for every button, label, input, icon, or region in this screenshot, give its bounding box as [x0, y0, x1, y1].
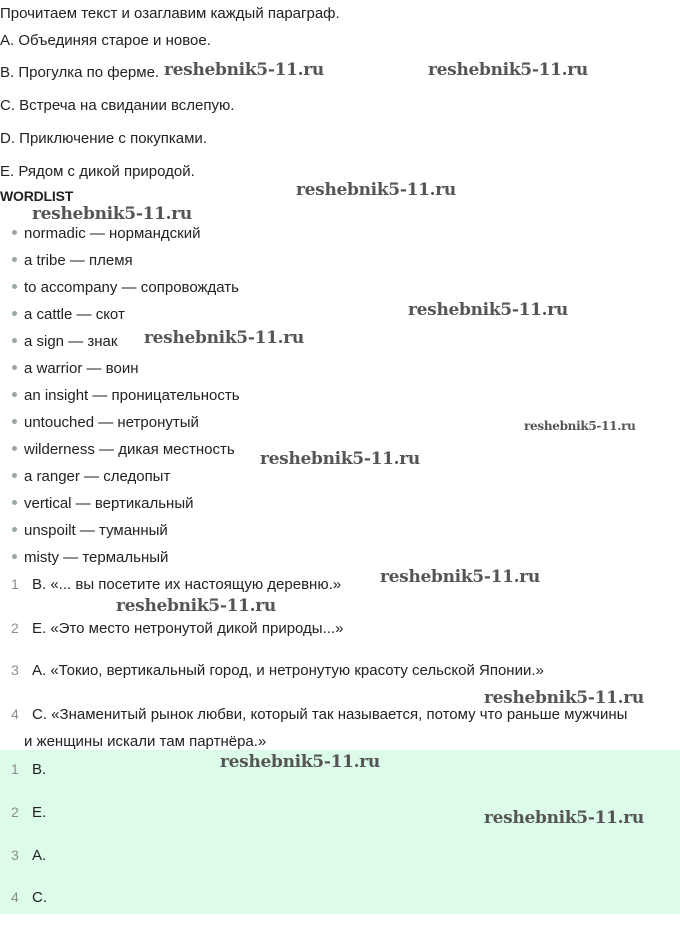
- answer-item-3: 3 A.: [11, 847, 47, 864]
- quote-item-3: 3 A. «Токио, вертикальный город, и нетронутую красоту сельской Японии.»: [11, 662, 544, 679]
- quote-item-4-continuation: и женщины искали там партнёра.»: [24, 733, 267, 750]
- answer-item-2: 2 E.: [11, 804, 47, 821]
- watermark: reshebnik5-11.ru: [260, 449, 420, 469]
- paragraph-title-d: D. Приключение с покупками.: [0, 130, 207, 147]
- wordlist-heading: WORDLIST: [0, 188, 74, 204]
- wordlist-item: normadic — нормандский: [0, 225, 201, 242]
- watermark: reshebnik5-11.ru: [32, 204, 192, 224]
- bullet-icon: [12, 446, 17, 451]
- wordlist-item: untouched — нетронутый: [0, 414, 199, 431]
- wordlist-item: vertical — вертикальный: [0, 495, 194, 512]
- bullet-icon: [12, 257, 17, 262]
- watermark: reshebnik5-11.ru: [296, 180, 456, 200]
- bullet-icon: [12, 419, 17, 424]
- wordlist-item: to accompany — сопровождать: [0, 279, 239, 296]
- quote-item-4: 4 C. «Знаменитый рынок любви, который так называется, потому что раньше мужчины: [11, 706, 628, 723]
- bullet-icon: [12, 338, 17, 343]
- bullet-icon: [12, 527, 17, 532]
- wordlist-item: an insight — проницательность: [0, 387, 240, 404]
- instruction-text: Прочитаем текст и озаглавим каждый параграф.: [0, 5, 340, 22]
- wordlist-item: a ranger — следопыт: [0, 468, 170, 485]
- paragraph-title-a: A. Объединяя старое и новое.: [0, 32, 211, 49]
- watermark: reshebnik5-11.ru: [484, 808, 644, 828]
- wordlist-item: misty — термальный: [0, 549, 168, 566]
- bullet-icon: [12, 473, 17, 478]
- watermark: reshebnik5-11.ru: [116, 596, 276, 616]
- quote-item-1: 1 B. «... вы посетите их настоящую деревню.»: [11, 576, 342, 593]
- watermark: reshebnik5-11.ru: [380, 567, 540, 587]
- bullet-icon: [12, 230, 17, 235]
- watermark: reshebnik5-11.ru: [484, 688, 644, 708]
- watermark: reshebnik5-11.ru: [164, 60, 324, 80]
- watermark: reshebnik5-11.ru: [144, 328, 304, 348]
- bullet-icon: [12, 311, 17, 316]
- quote-item-2: 2 E. «Это место нетронутой дикой природы...»: [11, 620, 344, 637]
- bullet-icon: [12, 500, 17, 505]
- paragraph-title-b: B. Прогулка по ферме.: [0, 64, 160, 81]
- bullet-icon: [12, 392, 17, 397]
- wordlist-item: wilderness — дикая местность: [0, 441, 235, 458]
- bullet-icon: [12, 365, 17, 370]
- watermark: reshebnik5-11.ru: [524, 419, 636, 433]
- bullet-icon: [12, 284, 17, 289]
- wordlist-item: a cattle — скот: [0, 306, 125, 323]
- paragraph-title-e: E. Рядом с дикой природой.: [0, 163, 195, 180]
- wordlist-item: a warrior — воин: [0, 360, 139, 377]
- wordlist-item: a sign — знак: [0, 333, 117, 350]
- paragraph-title-c: C. Встреча на свидании вслепую.: [0, 97, 235, 114]
- watermark: reshebnik5-11.ru: [428, 60, 588, 80]
- wordlist-item: a tribe — племя: [0, 252, 133, 269]
- answer-item-4: 4 C.: [11, 889, 47, 906]
- watermark: reshebnik5-11.ru: [408, 300, 568, 320]
- wordlist-item: unspoilt — туманный: [0, 522, 168, 539]
- bullet-icon: [12, 554, 17, 559]
- answer-item-1: 1 B.: [11, 761, 47, 778]
- answers-box: [0, 750, 680, 914]
- watermark: reshebnik5-11.ru: [220, 752, 380, 772]
